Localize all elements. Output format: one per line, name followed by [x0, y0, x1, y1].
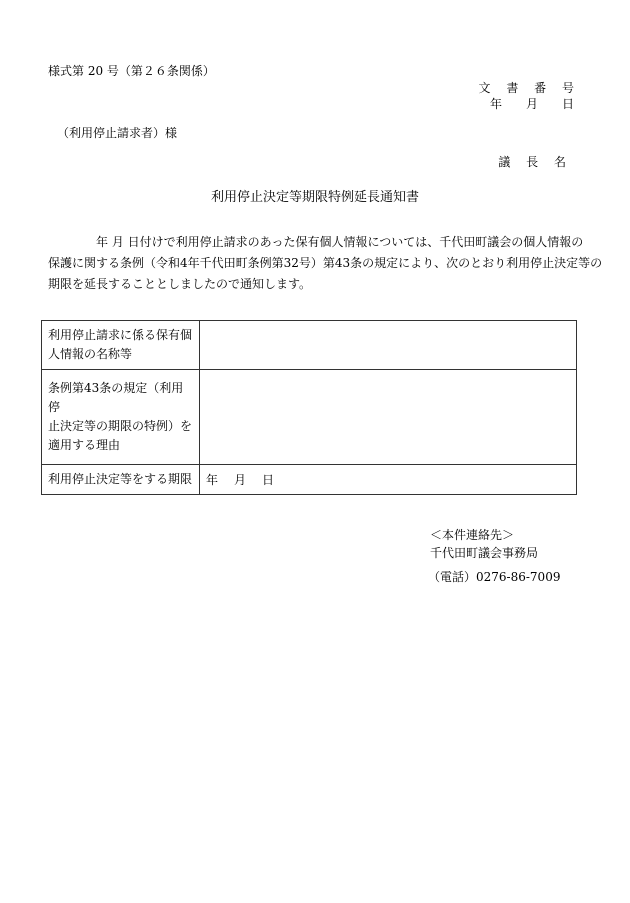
- addressee: （利用停止請求者）様: [57, 126, 178, 140]
- row-value-deadline[interactable]: 年 月 日: [200, 465, 577, 495]
- row-label-info-name: 利用停止請求に係る保有個 人情報の名称等: [42, 321, 200, 370]
- body-line-2: 保護に関する条例（令和4年千代田町条例第32号）第43条の規定により、次のとおり利用停止決定等の: [48, 256, 603, 270]
- table-row: [42, 321, 577, 370]
- sender-name: 議 長 名: [498, 155, 572, 169]
- body-line-3: 期限を延長することとしましたので通知します。: [48, 277, 312, 291]
- row-label-deadline: 利用停止決定等をする期限: [42, 465, 200, 495]
- document-title: 利用停止決定等期限特例延長通知書: [210, 190, 419, 205]
- row-label-reason: 条例第43条の規定（利用停 止決定等の期限の特例）を 適用する理由: [42, 370, 200, 465]
- body-line-1: 年 月 日付けで利用停止請求のあった保有個人情報については、千代田町議会の個人情報の: [84, 235, 584, 249]
- notice-body: [48, 232, 603, 295]
- document-number-label: 文 書 番 号: [478, 81, 580, 95]
- row-value-reason[interactable]: [200, 370, 577, 465]
- form-number: 様式第 20 号（第２６条関係）: [48, 64, 215, 78]
- contact-heading: ＜本件連絡先＞: [430, 528, 515, 542]
- contact-phone: （電話）0276-86-7009: [428, 570, 561, 584]
- notice-table: [41, 320, 577, 495]
- table-row: [42, 465, 577, 495]
- contact-office: 千代田町議会事務局: [430, 546, 539, 560]
- issue-date-label: 年 月 日: [489, 97, 580, 111]
- table-row: [42, 370, 577, 465]
- row-value-info-name[interactable]: [200, 321, 577, 370]
